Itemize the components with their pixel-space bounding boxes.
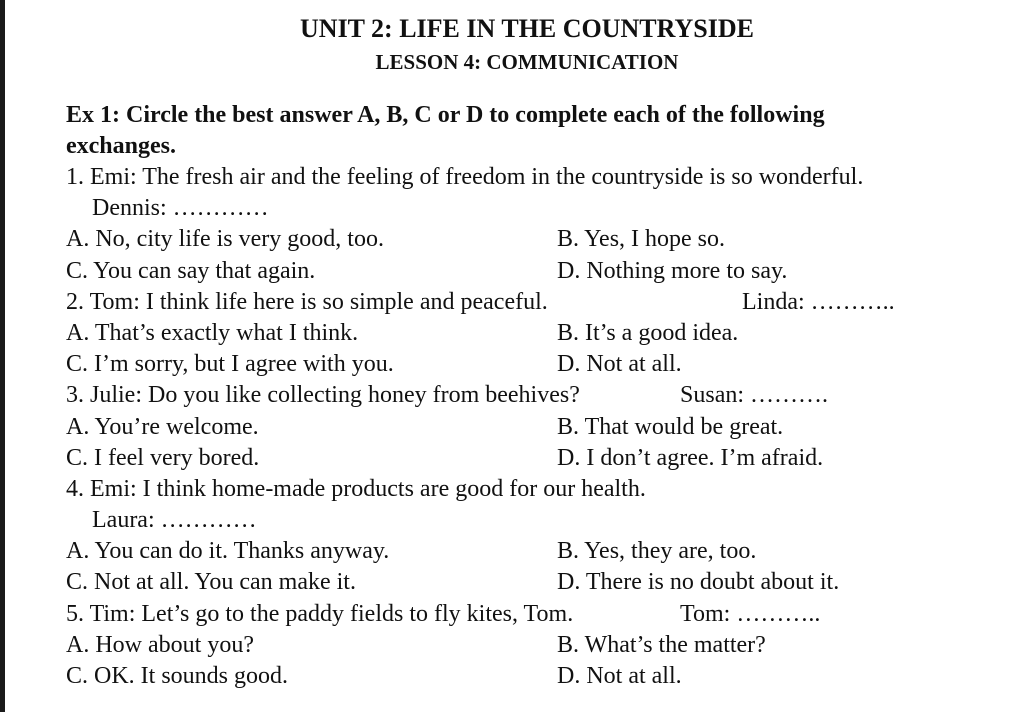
question-3-options-row-2 (66, 443, 996, 474)
question-4-options-row-1 (66, 536, 996, 567)
document-header (0, 10, 1024, 76)
question-1-options-row-1 (66, 224, 996, 255)
question-4-reply: Laura: ………… (92, 507, 257, 534)
question-3-option-c[interactable]: C. I feel very bored. (66, 444, 260, 471)
question-5-option-a[interactable]: A. How about you? (66, 631, 254, 658)
question-1-option-a[interactable]: A. No, city life is very good, too. (66, 226, 384, 253)
question-1-reply: Dennis: ………… (92, 195, 269, 222)
question-5-prompt: 5. Tim: Let’s go to the paddy fields to fly kites, Tom. (66, 600, 574, 627)
instruction-line-1: Ex 1: Circle the best answer A, B, C or D to complete each of the following (66, 102, 825, 128)
question-2-reply: Linda: ……….. (742, 288, 895, 315)
question-2-options-row-2 (66, 349, 996, 380)
question-3-option-b[interactable]: B. That would be great. (557, 413, 784, 440)
question-1-option-b[interactable]: B. Yes, I hope so. (557, 226, 726, 253)
question-4-option-c[interactable]: C. Not at all. You can make it. (66, 569, 356, 596)
question-3-prompt: 3. Julie: Do you like collecting honey from beehives? (66, 382, 580, 409)
question-2-option-b[interactable]: B. It’s a good idea. (557, 319, 739, 346)
question-3-options-row-1 (66, 412, 996, 443)
question-1-option-c[interactable]: C. You can say that again. (66, 257, 316, 284)
question-4-option-b[interactable]: B. Yes, they are, too. (557, 538, 757, 565)
question-4-option-d[interactable]: D. There is no doubt about it. (557, 569, 840, 596)
question-1-option-d[interactable]: D. Nothing more to say. (557, 257, 788, 284)
question-5-option-d[interactable]: D. Not at all. (557, 663, 682, 689)
question-3-line (66, 380, 996, 411)
question-4-prompt: 4. Emi: I think home-made products are good for our health. (66, 475, 646, 502)
question-2-line (66, 287, 996, 318)
question-2-option-c[interactable]: C. I’m sorry, but I agree with you. (66, 351, 394, 378)
question-5-option-c[interactable]: C. OK. It sounds good. (66, 663, 289, 689)
question-5-options-row-2 (66, 661, 996, 692)
unit-title: UNIT 2: LIFE IN THE COUNTRYSIDE (300, 14, 754, 43)
exercise-content (66, 100, 996, 692)
question-3-reply: Susan: ………. (680, 382, 829, 409)
question-1-prompt: 1. Emi: The fresh air and the feeling of freedom in the countryside is so wonderful. (66, 164, 864, 190)
question-2-option-a[interactable]: A. That’s exactly what I think. (66, 319, 359, 346)
left-border (0, 0, 5, 712)
question-2-option-d[interactable]: D. Not at all. (557, 351, 682, 378)
question-5-options-row-1 (66, 630, 996, 661)
question-5-option-b[interactable]: B. What’s the matter? (557, 631, 766, 658)
exercise-instruction (66, 100, 996, 162)
question-5-line (66, 599, 996, 630)
question-3-option-d[interactable]: D. I don’t agree. I’m afraid. (557, 444, 824, 471)
question-2-options-row-1 (66, 318, 996, 349)
question-5-reply: Tom: ……….. (680, 600, 821, 627)
lesson-subtitle: LESSON 4: COMMUNICATION (375, 50, 679, 74)
question-4-option-a[interactable]: A. You can do it. Thanks anyway. (66, 538, 390, 565)
question-4-options-row-2 (66, 567, 996, 598)
question-1-options-row-2 (66, 256, 996, 287)
question-2-prompt: 2. Tom: I think life here is so simple and peaceful. (66, 288, 548, 315)
question-3-option-a[interactable]: A. You’re welcome. (66, 413, 259, 440)
instruction-line-2: exchanges. (66, 133, 176, 159)
